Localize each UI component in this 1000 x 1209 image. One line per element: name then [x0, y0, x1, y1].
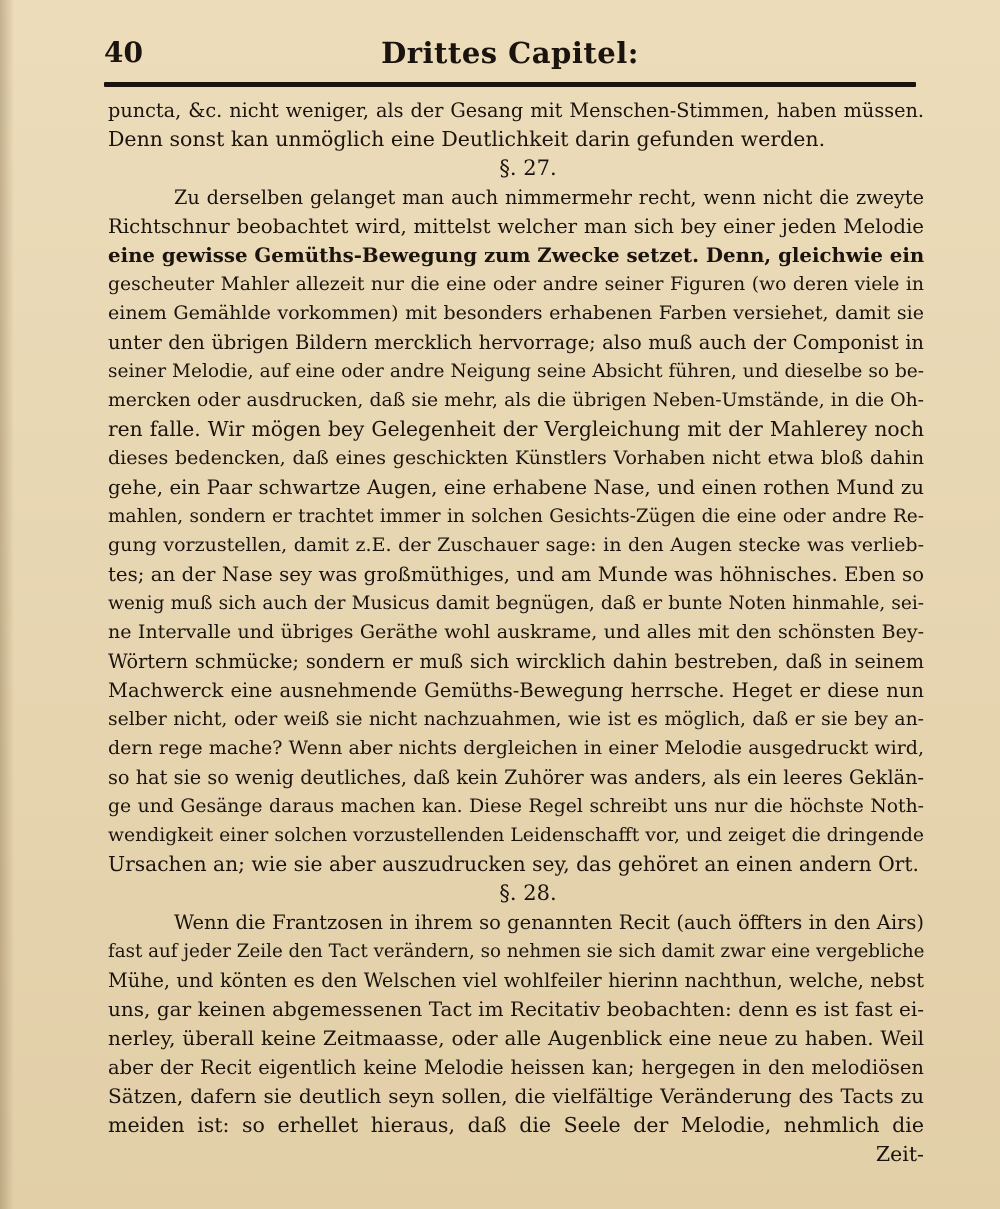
text-line: unter den übrigen Bildern mercklich hervorrage; also muß auch der Componist in	[108, 331, 924, 354]
text-line: Wenn die Frantzosen in ihrem so genannten Recit (auch öffters in den Airs)	[174, 911, 924, 934]
text-line: uns, gar keinen abgemessenen Tact im Recitativ beobachten: denn es ist fast ei-	[108, 997, 924, 1021]
page-header	[104, 36, 916, 76]
section-number: §. 27.	[499, 156, 557, 180]
text-line: einem Gemählde vorkommen) mit besonders erhabenen Farben versiehet, damit sie	[108, 302, 924, 324]
text-line: mercken oder ausdrucken, daß sie mehr, als die übrigen Neben-Umstände, in die Oh-	[108, 390, 924, 411]
text-line: gung vorzustellen, damit z.E. der Zuschauer sage: in den Augen stecke was verlieb-	[108, 534, 924, 556]
section-heading-28	[108, 879, 924, 908]
text-line: ge und Gesänge daraus machen kan. Diese Regel schreibt uns nur die höchste Noth-	[108, 796, 924, 817]
text-line: dern rege mache? Wenn aber nichts dergleichen in einer Melodie ausgedruckt wird,	[108, 737, 924, 759]
text-line: fast auf jeder Zeile den Tact verändern, so nehmen sie sich damit zwar eine vergebliche	[108, 941, 924, 962]
chapter-title: Drittes Capitel:	[381, 36, 639, 70]
text-line: aber der Recit eigentlich keine Melodie heissen kan; hergegen in den melodiösen	[108, 1056, 924, 1079]
text-line: wenig muß sich auch der Musicus damit begnügen, daß er bunte Noten hinmahle, sei-	[108, 593, 924, 614]
text-line: eine gewisse Gemüths-Bewegung zum Zwecke setzet. Denn, gleichwie ein	[108, 243, 924, 267]
text-line: Sätzen, dafern sie deutlich seyn sollen, die vielfältige Veränderung des Tacts zu	[108, 1084, 924, 1108]
text-line: Wörtern schmücke; sondern er muß sich wircklich dahin bestreben, daß in seinem	[108, 650, 924, 673]
text-line: dieses bedencken, daß eines geschickten Künstlers Vorhaben nicht etwa bloß dahin	[108, 447, 924, 469]
text-line: seiner Melodie, auf eine oder andre Neigung seine Absicht führen, und dieselbe so be-	[108, 361, 924, 382]
body-text	[108, 96, 924, 1169]
page-number: 40	[104, 36, 143, 69]
text-line: so hat sie so wenig deutliches, daß kein Zuhörer was anders, als ein leeres Geklän-	[108, 766, 924, 789]
text-line: meiden ist: so erhellet hieraus, daß die Seele der Melodie, nehmlich die	[108, 1113, 924, 1137]
text-line: ne Intervalle und übriges Geräthe wohl auskrame, und alles mit den schönsten Bey-	[108, 621, 924, 643]
text-line: Richtschnur beobachtet wird, mittelst welcher man sich bey einer jeden Melodie	[108, 215, 924, 238]
text-line: puncta, &c. nicht weniger, als der Gesang mit Menschen-Stimmen, haben müssen.	[108, 99, 924, 122]
text-line: Ursachen an; wie sie aber auszudrucken sey, das gehöret an einen andern Ort.	[108, 852, 919, 876]
section-heading-27	[108, 154, 924, 183]
text-line: mahlen, sondern er trachtet immer in solchen Gesichts-Zügen die eine oder andre Re-	[108, 506, 924, 527]
catchword: Zeit-	[875, 1142, 924, 1166]
text-line: selber nicht, oder weiß sie nicht nachzuahmen, wie ist es möglich, daß er sie bey an-	[108, 709, 924, 730]
text-line: Zu derselben gelanget man auch nimmermehr recht, wenn nicht die zweyte	[174, 186, 924, 209]
text-line: Mühe, und könten es den Welschen viel wohlfeiler hierinn nachthun, welche, nebst	[108, 969, 924, 992]
text-line: gehe, ein Paar schwartze Augen, eine erhabene Nase, und einen rothen Mund zu	[108, 476, 924, 499]
section-number: §. 28.	[499, 881, 557, 905]
text-line: gescheuter Mahler allezeit nur die eine oder andre seiner Figuren (wo deren viele in	[108, 274, 924, 295]
text-line: nerley, überall keine Zeitmaasse, oder alle Augenblick eine neue zu haben. Weil	[108, 1026, 924, 1050]
text-line: Machwerck eine ausnehmende Gemüths-Bewegung herrsche. Heget er diese nun	[108, 679, 924, 702]
text-line: wendigkeit einer solchen vorzustellenden Leidenschafft vor, und zeiget die dringende	[108, 825, 924, 846]
text-line: Denn sonst kan unmöglich eine Deutlichkeit darin gefunden werden.	[108, 127, 826, 151]
page-edge-shadow	[0, 0, 14, 1209]
header-rule	[104, 82, 916, 87]
text-line: tes; an der Nase sey was großmüthiges, und am Munde was höhnisches. Eben so	[108, 563, 924, 586]
text-line: ren falle. Wir mögen bey Gelegenheit der Vergleichung mit der Mahlerey noch	[108, 417, 924, 441]
